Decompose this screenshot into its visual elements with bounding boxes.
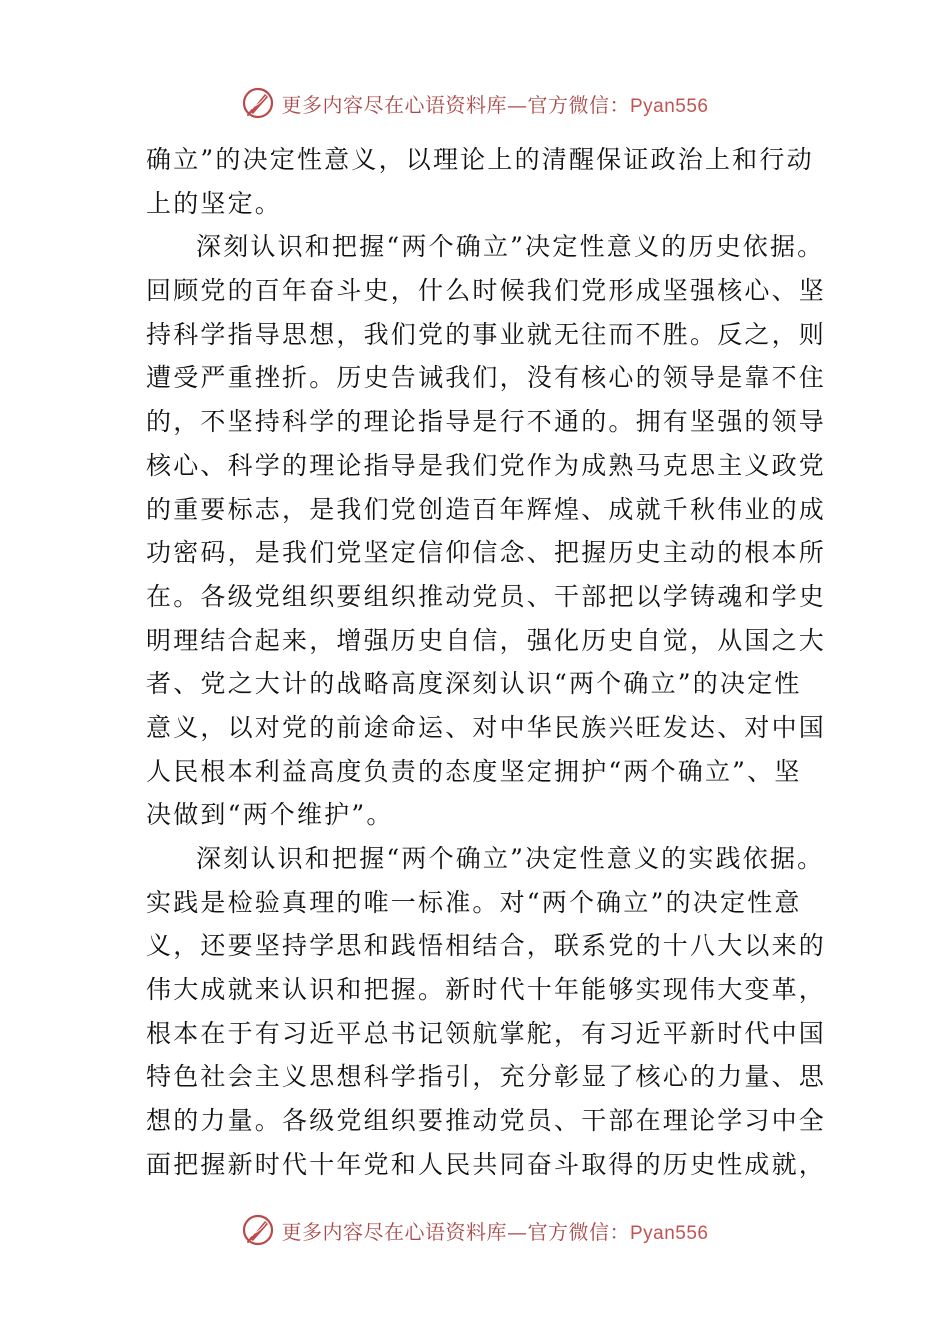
header-wechat-id: Pyan556 xyxy=(629,95,709,117)
text-line: 的，不坚持科学的理论指导是行不通的。拥有坚强的领导 xyxy=(146,407,827,437)
text-line: 者、党之大计的战略高度深刻认识“两个确立”的决定性 xyxy=(146,669,802,699)
text-line: 面把握新时代十年党和人民共同奋斗取得的历史性成就， xyxy=(146,1149,827,1179)
footer-wechat-id: Pyan556 xyxy=(629,1222,709,1244)
text-line: 意义，以对党的前途命运、对中华民族兴旺发达、对中国 xyxy=(146,712,827,742)
text-line: 在。各级党组织要组织推动党员、干部把以学铸魂和学史 xyxy=(146,581,827,611)
header-banner-content xyxy=(241,86,708,120)
text-line: 深刻认识和把握“两个确立”决定性意义的历史依据。 xyxy=(196,232,825,262)
paragraph xyxy=(146,837,836,1187)
document-body xyxy=(146,138,836,1187)
text-line: 实践是检验真理的唯一标准。对“两个确立”的决定性意 xyxy=(146,887,802,917)
header-banner-text: 更多内容尽在心语资料库—官方微信：Pyan556 xyxy=(281,92,709,117)
text-line: 的重要标志，是我们党创造百年辉煌、成就千秋伟业的成 xyxy=(146,494,827,524)
footer-banner-content xyxy=(241,1213,708,1247)
text-line: 确立”的决定性意义，以理论上的清醒保证政治上和行动 xyxy=(146,145,814,174)
text-line: 回顾党的百年奋斗史，什么时候我们党形成坚强核心、坚 xyxy=(146,276,827,306)
red-quill-circle-logo-icon xyxy=(241,86,275,120)
text-line: 义，还要坚持学思和践悟相结合，联系党的十八大以来的 xyxy=(146,931,827,961)
text-line: 持科学指导思想，我们党的事业就无往而不胜。反之，则 xyxy=(146,319,827,349)
text-line: 上的坚定。 xyxy=(146,188,283,218)
paragraph xyxy=(146,138,836,225)
text-line: 深刻认识和把握“两个确立”决定性意义的实践依据。 xyxy=(196,844,825,873)
text-line: 人民根本利益高度负责的态度坚定拥护“两个确立”、坚 xyxy=(146,756,802,786)
header-banner xyxy=(0,83,950,123)
text-line: 功密码，是我们党坚定信仰信念、把握历史主动的根本所 xyxy=(146,538,827,568)
text-line: 明理结合起来，增强历史自信，强化历史自觉，从国之大 xyxy=(146,625,827,655)
footer-banner-text: 更多内容尽在心语资料库—官方微信：Pyan556 xyxy=(281,1219,709,1244)
text-line: 核心、科学的理论指导是我们党作为成熟马克思主义政党 xyxy=(146,450,827,480)
text-line: 特色社会主义思想科学指引，充分彰显了核心的力量、思 xyxy=(146,1062,827,1092)
text-line: 伟大成就来认识和把握。新时代十年能够实现伟大变革， xyxy=(146,975,827,1005)
text-line: 决做到“两个维护”。 xyxy=(146,800,394,830)
text-line: 遭受严重挫折。历史告诫我们，没有核心的领导是靠不住 xyxy=(146,363,827,393)
text-line: 根本在于有习近平总书记领航掌舵，有习近平新时代中国 xyxy=(146,1018,827,1048)
footer-banner xyxy=(0,1210,950,1250)
paragraph xyxy=(146,225,836,837)
text-line: 想的力量。各级党组织要推动党员、干部在理论学习中全 xyxy=(146,1106,827,1136)
red-quill-circle-logo-icon xyxy=(241,1213,275,1247)
